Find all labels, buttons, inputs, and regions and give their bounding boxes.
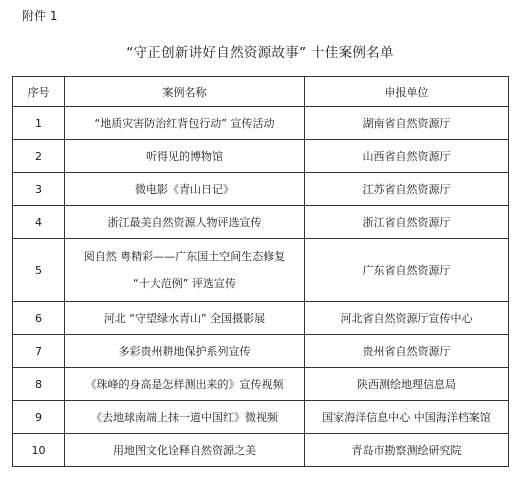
document-title: “守正创新讲好自然资源故事” 十佳案例名单 (126, 45, 394, 61)
table-row (13, 140, 509, 173)
row-unit: 青岛市勘察测绘研究院 (305, 434, 509, 467)
row-case-name: 河北 “守望绿水青山” 全国摄影展 (65, 302, 305, 335)
row-case-name: 《去地球南端上抹一道中国红》微视频 (65, 401, 305, 434)
row-unit: 浙江省自然资源厅 (305, 206, 509, 239)
table-row (13, 173, 509, 206)
row-case-name: 浙江最美自然资源人物评选宣传 (65, 206, 305, 239)
row-case-name (65, 239, 305, 302)
row-case-name-line2: “十大范例” 评选宣传 (133, 277, 236, 290)
row-unit: 河北省自然资源厅宣传中心 (305, 302, 509, 335)
table-row (13, 302, 509, 335)
row-unit: 贵州省自然资源厅 (305, 335, 509, 368)
table-row (13, 239, 509, 302)
row-number: 2 (13, 140, 65, 173)
row-unit: 江苏省自然资源厅 (305, 173, 509, 206)
row-number: 6 (13, 302, 65, 335)
table-row (13, 335, 509, 368)
row-case-name: 用地图文化诠释自然资源之美 (65, 434, 305, 467)
table-row (13, 434, 509, 467)
table-row (13, 368, 509, 401)
table-row (13, 107, 509, 140)
header-case-name: 案例名称 (65, 77, 305, 107)
row-number: 10 (13, 434, 65, 467)
row-case-name: 多彩贵州耕地保护系列宣传 (65, 335, 305, 368)
row-number: 4 (13, 206, 65, 239)
table-row (13, 206, 509, 239)
header-unit: 申报单位 (305, 77, 509, 107)
row-case-name: 《珠峰的身高是怎样测出来的》宣传视频 (65, 368, 305, 401)
row-number: 8 (13, 368, 65, 401)
row-unit: 国家海洋信息中心 中国海洋档案馆 (305, 401, 509, 434)
row-unit: 广东省自然资源厅 (305, 239, 509, 302)
row-number: 7 (13, 335, 65, 368)
row-number: 9 (13, 401, 65, 434)
table-header-row (13, 77, 509, 107)
row-unit: 山西省自然资源厅 (305, 140, 509, 173)
table-row (13, 401, 509, 434)
header-number: 序号 (13, 77, 65, 107)
row-case-name: “地质灾害防治红背包行动” 宣传活动 (65, 107, 305, 140)
row-number: 5 (13, 239, 65, 302)
case-list-table (12, 76, 509, 467)
row-unit: 湖南省自然资源厅 (305, 107, 509, 140)
attachment-label: 附件 1 (22, 9, 58, 23)
row-number: 3 (13, 173, 65, 206)
row-case-name-line1: 阅自然 粤精彩——广东国土空间生态修复 (83, 250, 286, 263)
row-unit: 陕西测绘地理信息局 (305, 368, 509, 401)
row-case-name: 微电影《青山日记》 (65, 173, 305, 206)
row-case-name: 听得见的博物馆 (65, 140, 305, 173)
row-number: 1 (13, 107, 65, 140)
